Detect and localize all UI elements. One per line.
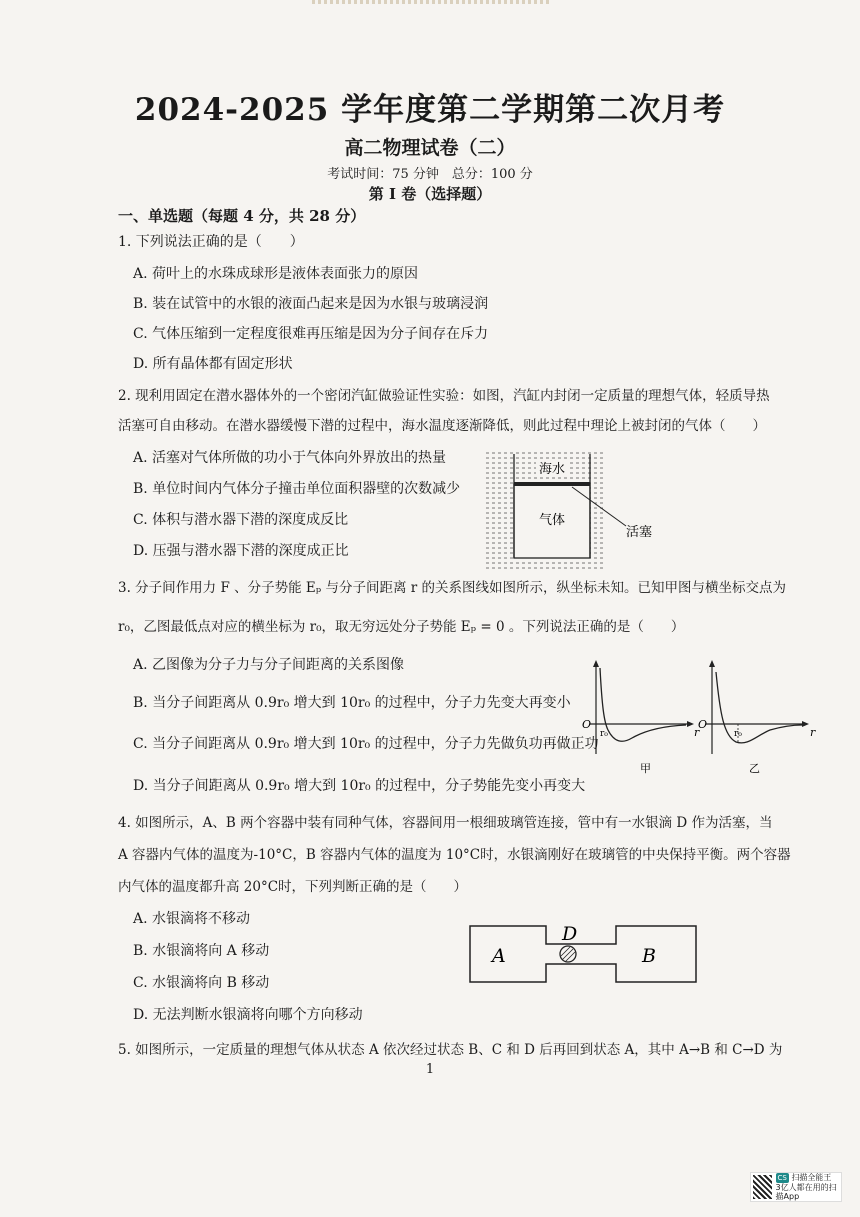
container-a-label: A (492, 945, 506, 967)
q2-option-d: D. 压强与潜水器下潜的深度成正比 (133, 543, 349, 559)
q1-option-a: A. 荷叶上的水珠成球形是液体表面张力的原因 (133, 266, 419, 282)
exam-title: 2024-2025 学年度第二学期第二次月考 (134, 92, 726, 128)
q2-option-b: B. 单位时间内气体分子撞击单位面积器壁的次数减少 (133, 481, 461, 497)
force-curve (600, 668, 686, 741)
q2-stem-line2: 活塞可自由移动。在潜水器缓慢下潜的过程中，海水温度逐渐降低，则此过程中理论上被封闭的气体（ ） (118, 418, 766, 434)
q2-option-a: A. 活塞对气体所做的功小于气体向外界放出的热量 (133, 450, 447, 466)
exam-subtitle: 高二物理试卷（二） (344, 137, 516, 159)
scan-artifact (312, 0, 552, 4)
piston-bar (514, 482, 590, 486)
q4-option-c: C. 水银滴将向 B 移动 (133, 975, 270, 991)
page-number: 1 (425, 1062, 435, 1077)
piston-label: 活塞 (626, 525, 653, 540)
qr-code-icon (753, 1175, 772, 1199)
section-heading: 一、单选题（每题 4 分，共 28 分） (118, 207, 366, 225)
q1-option-c: C. 气体压缩到一定程度很难再压缩是因为分子间存在斥力 (133, 326, 489, 342)
q2-diver-cylinder-figure (480, 446, 670, 576)
q4-stem-line1: 4. 如图所示，A、B 两个容器中装有同种气体，容器间用一根细玻璃管连接，管中有一水银滴 D 作为活塞，当 (118, 815, 773, 831)
r-axis-label-right: r (810, 726, 816, 739)
q4-stem-line2: A 容器内气体的温度为-10°C，B 容器内气体的温度为 10°C时，水银滴刚好在玻璃管的中央保持平衡。两个容器 (118, 847, 791, 863)
q3-option-c: C. 当分子间距离从 0.9r₀ 增大到 10r₀ 的过程中，分子力先做负功再做正功 (133, 736, 599, 752)
origin-label-left: O (582, 718, 592, 731)
q1-stem: 1. 下列说法正确的是（ ） (118, 234, 304, 250)
q4-stem-line3: 内气体的温度都升高 20°C时，下列判断正确的是（ ） (118, 879, 468, 895)
caption-right: 乙 (749, 762, 760, 775)
q3-stem-line1: 3. 分子间作用力 F 、分子势能 Eₚ 与分子间距离 r 的关系图线如图所示，纵坐标未知。已知甲图与横坐标交点为 (118, 580, 786, 596)
exam-info: 考试时间：75 分钟 总分：100 分 (327, 167, 533, 182)
r0-label-right: r₀ (734, 729, 742, 739)
r-axis-label-left: r (694, 726, 700, 739)
volume-heading: 第 I 卷（选择题） (368, 185, 492, 203)
q4-two-containers-figure (466, 918, 702, 988)
scanner-name: 扫描全能王 (791, 1173, 832, 1182)
q2-option-c: C. 体积与潜水器下潜的深度成反比 (133, 512, 349, 528)
q1-option-d: D. 所有晶体都有固定形状 (133, 356, 293, 372)
q3-force-potential-figure (574, 656, 814, 776)
caption-left: 甲 (640, 762, 651, 775)
r0-label-left: r₀ (600, 729, 608, 739)
potential-curve (716, 672, 802, 743)
q1-option-b: B. 装在试管中的水银的液面凸起来是因为水银与玻璃浸润 (133, 296, 489, 312)
q4-option-a: A. 水银滴将不移动 (133, 911, 251, 927)
q3-stem-line2: r₀，乙图最低点对应的横坐标为 r₀，取无穷远处分子势能 Eₚ = 0 。下列说法正确的是（ ） (118, 619, 685, 635)
scanner-watermark (750, 1172, 842, 1202)
q3-option-b: B. 当分子间距离从 0.9r₀ 增大到 10r₀ 的过程中，分子力先变大再变小 (133, 695, 571, 711)
scanner-logo: CS (777, 1174, 787, 1182)
gas-label: 气体 (538, 513, 566, 528)
q3-option-a: A. 乙图像为分子力与分子间距离的关系图像 (133, 657, 405, 673)
origin-label-right: O (698, 718, 708, 731)
container-b-label: B (642, 945, 656, 967)
q5-stem-line1: 5. 如图所示，一定质量的理想气体从状态 A 依次经过状态 B、C 和 D 后再回到状态 A，其中 A→B 和 C→D 为 (118, 1042, 783, 1058)
q3-option-d: D. 当分子间距离从 0.9r₀ 增大到 10r₀ 的过程中，分子势能先变小再变大 (133, 778, 586, 794)
scanner-tagline: 3亿人都在用的扫描App (775, 1183, 837, 1201)
q2-stem-line1: 2. 现利用固定在潜水器体外的一个密闭汽缸做验证性实验：如图，汽缸内封闭一定质量的理想气体，轻质导热 (118, 388, 770, 404)
mercury-d-label: D (562, 923, 578, 945)
q4-option-d: D. 无法判断水银滴将向哪个方向移动 (133, 1007, 363, 1023)
q4-option-b: B. 水银滴将向 A 移动 (133, 943, 270, 959)
seawater-label: 海水 (538, 462, 566, 477)
